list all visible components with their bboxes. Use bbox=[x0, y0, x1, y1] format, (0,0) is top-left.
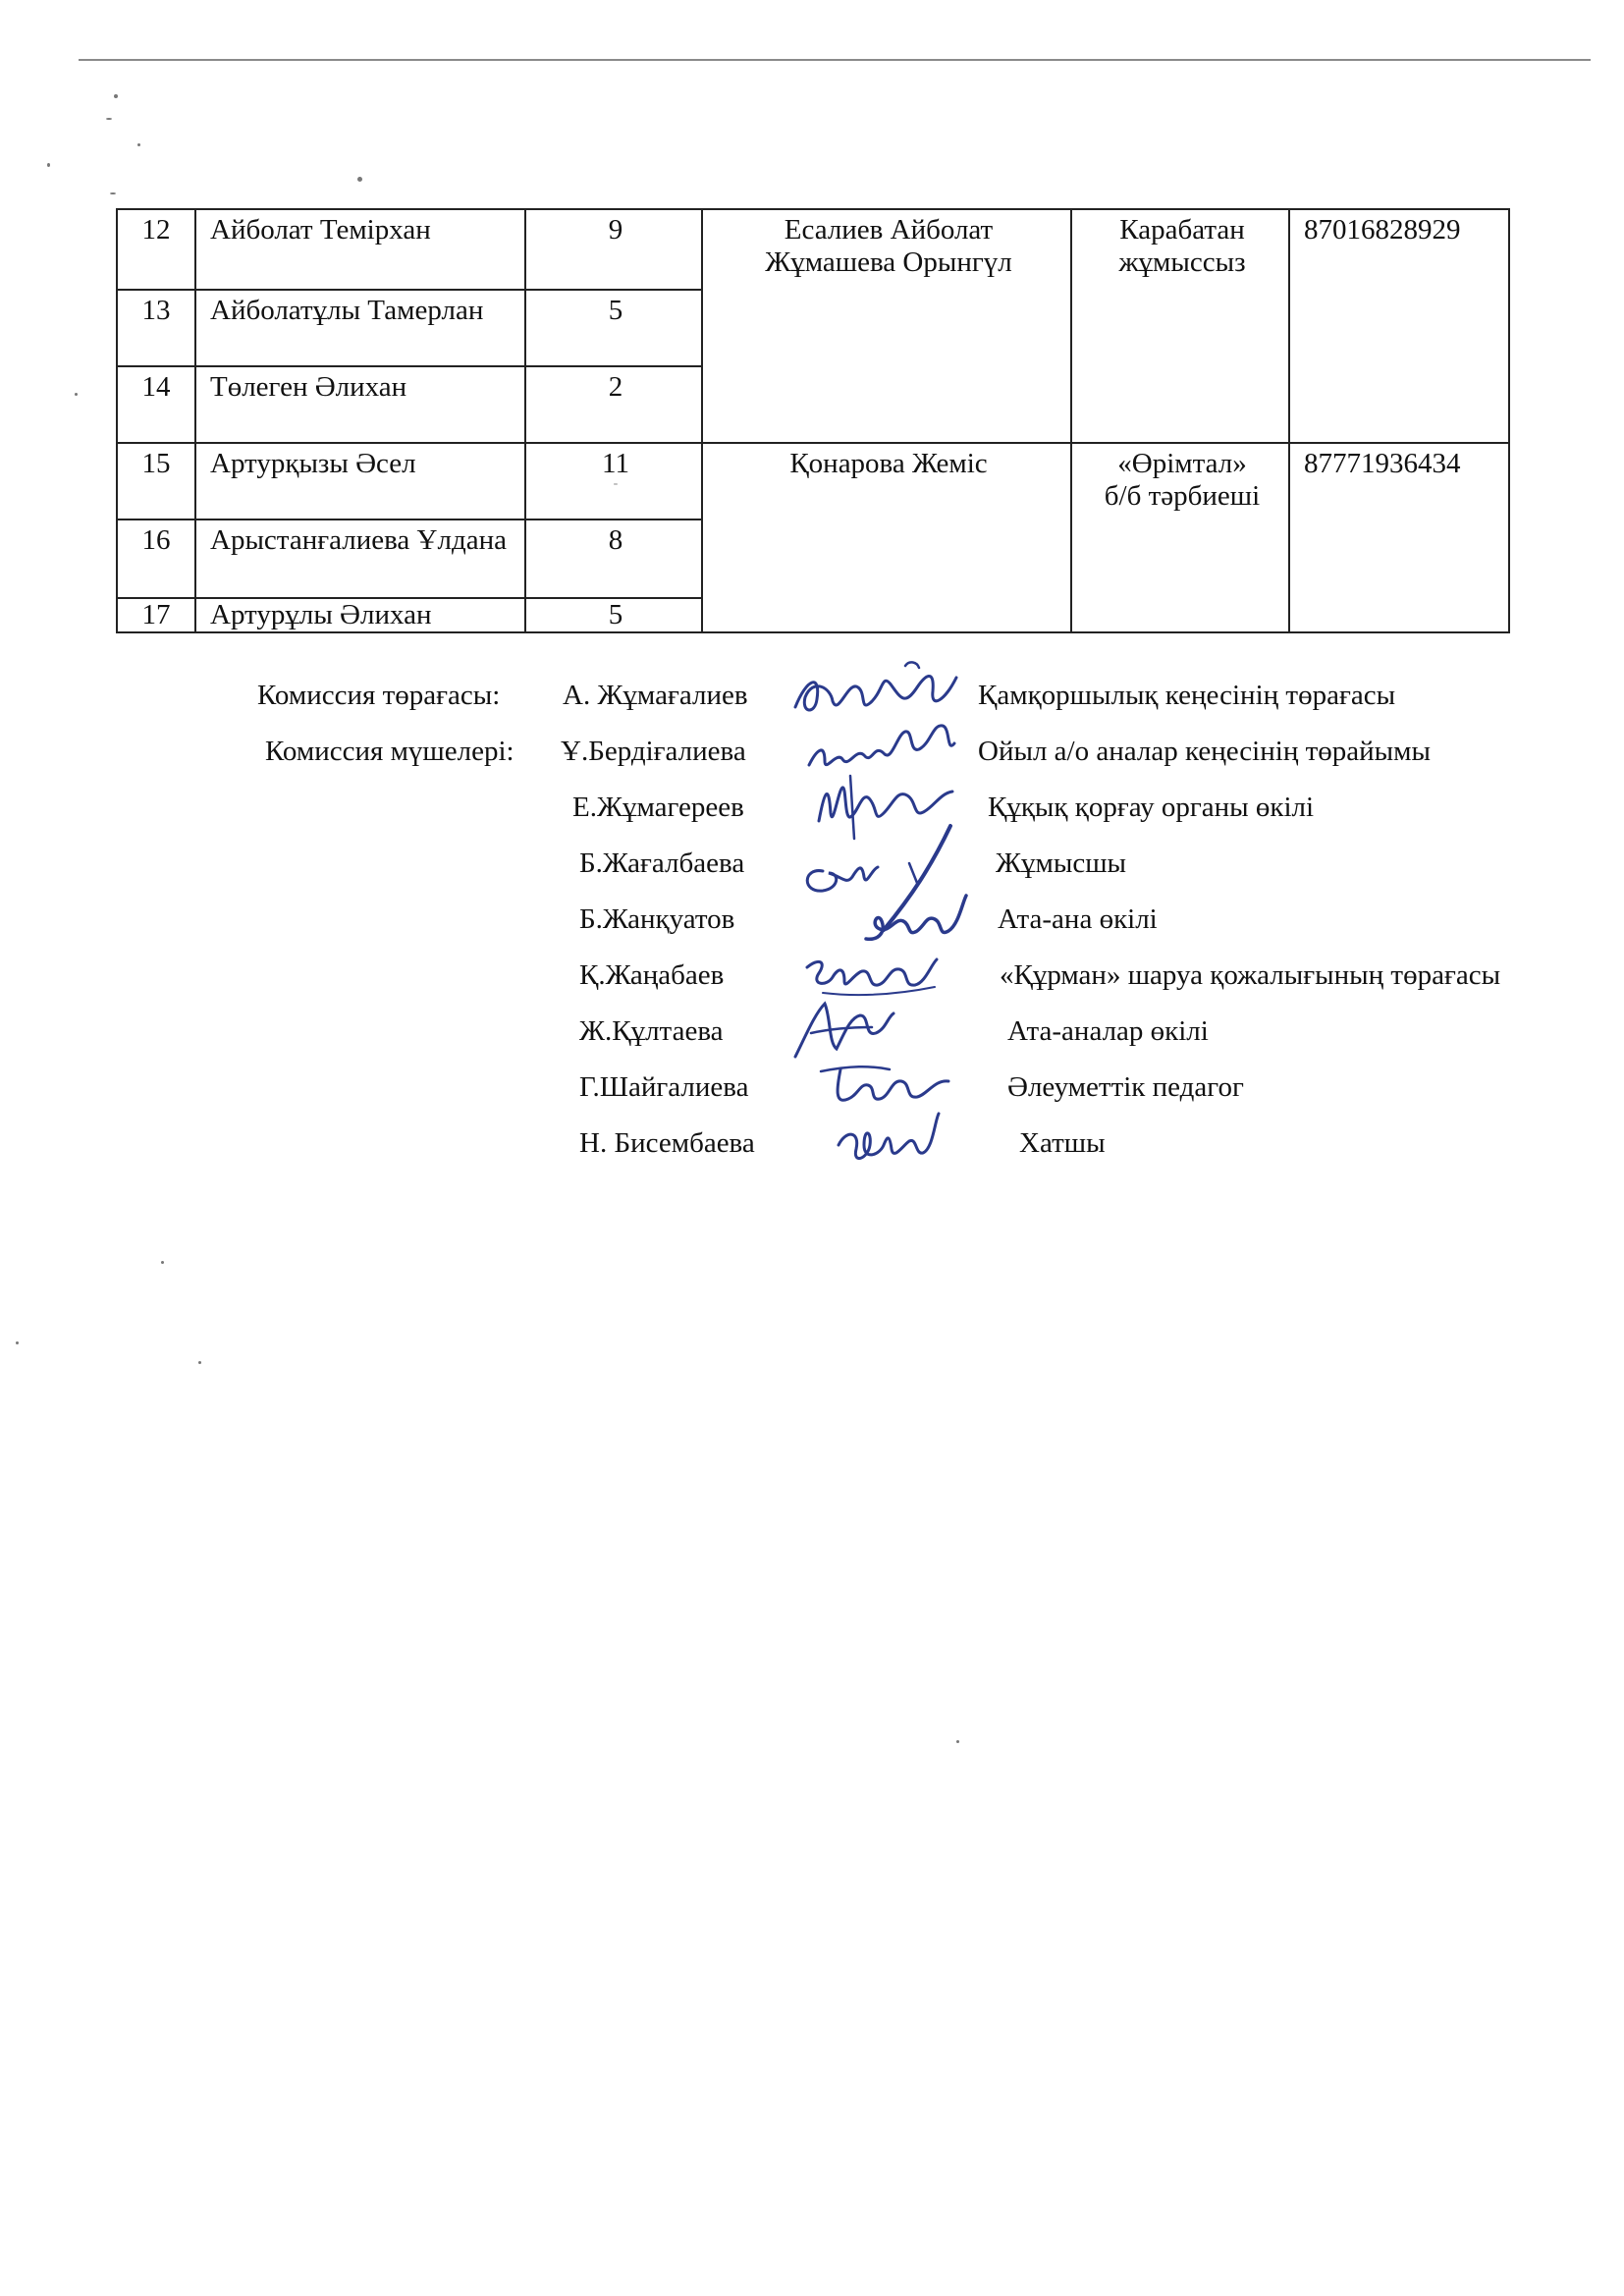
scan-speck bbox=[956, 1740, 959, 1743]
row-number: 12 bbox=[117, 209, 195, 290]
signature-scribble bbox=[831, 1106, 948, 1180]
child-age: 9 bbox=[525, 209, 702, 290]
signatory-role: Ата-ана өкілі bbox=[998, 903, 1158, 935]
members-label: Комиссия мүшелері: bbox=[265, 736, 514, 767]
child-name: Төлеген Әлихан bbox=[195, 366, 525, 443]
child-age: 11 bbox=[602, 448, 629, 479]
workplace-text: Карабатан bbox=[1119, 214, 1245, 246]
parent-name: Қонарова Жеміс bbox=[789, 448, 988, 479]
child-age: 2 bbox=[525, 366, 702, 443]
signatory-role: Әлеуметтік педагог bbox=[1007, 1071, 1244, 1103]
signatory-role: «Құрман» шаруа қожалығының төрағасы bbox=[1000, 959, 1501, 991]
workplace-text: жұмыссыз bbox=[1118, 246, 1246, 278]
signature-row bbox=[0, 1127, 1624, 1176]
signatory-role: Ата-аналар өкілі bbox=[1007, 1015, 1209, 1047]
row-number: 14 bbox=[117, 366, 195, 443]
workplace-text: б/б тәрбиеші bbox=[1104, 480, 1261, 512]
child-name: Айболатұлы Тамерлан bbox=[195, 290, 525, 366]
scan-speck bbox=[198, 1361, 201, 1364]
row-number: 13 bbox=[117, 290, 195, 366]
workplace-text: «Өрімтал» bbox=[1117, 448, 1247, 479]
child-name: Артурұлы Әлихан bbox=[195, 598, 525, 632]
signatory-name: Ұ.Бердіғалиева bbox=[561, 736, 746, 767]
scan-speck bbox=[16, 1341, 19, 1344]
signatory-name: Қ.Жаңабаев bbox=[579, 959, 725, 991]
parent-name: Есалиев Айболат bbox=[784, 214, 994, 246]
signatory-name: Е.Жұмагереев bbox=[572, 792, 744, 823]
signature-row bbox=[0, 847, 1624, 897]
signatory-role: Ойыл а/о аналар кеңесінің төрайымы bbox=[978, 736, 1431, 767]
signatory-role: Жұмысшы bbox=[996, 847, 1127, 879]
signatory-name: Ж.Құлтаева bbox=[579, 1015, 724, 1047]
signatory-role: Қамқоршылық кеңесінің төрағасы bbox=[978, 680, 1396, 711]
row-number: 16 bbox=[117, 519, 195, 598]
signatory-name: Н. Бисембаева bbox=[579, 1127, 755, 1159]
signatory-role: Құқық қорғау органы өкілі bbox=[988, 792, 1315, 823]
signature-row bbox=[0, 1071, 1624, 1121]
scan-mark: - bbox=[613, 476, 619, 491]
child-name: Арыстанғалиева Ұлдана bbox=[195, 519, 525, 598]
child-age: 5 bbox=[525, 290, 702, 366]
child-age: 5 bbox=[525, 598, 702, 632]
chair-label: Комиссия төрағасы: bbox=[257, 680, 501, 711]
parent-name: Жұмашева Орынгүл bbox=[765, 246, 1012, 278]
row-number: 15 bbox=[117, 443, 195, 519]
phone-cell: 87016828929 bbox=[1289, 209, 1509, 443]
signatory-name: А. Жұмағалиев bbox=[563, 680, 748, 711]
child-age: 8 bbox=[525, 519, 702, 598]
phone-cell: 87771936434 bbox=[1289, 443, 1509, 632]
row-number: 17 bbox=[117, 598, 195, 632]
signatory-name: Б.Жағалбаева bbox=[579, 847, 745, 879]
signatory-name: Б.Жанқуатов bbox=[579, 903, 735, 935]
child-name: Айболат Темірхан bbox=[195, 209, 525, 290]
child-name: Артурқызы Әсел bbox=[195, 443, 525, 519]
signatory-name: Г.Шайгалиева bbox=[579, 1071, 749, 1103]
signatory-role: Хатшы bbox=[1019, 1127, 1106, 1159]
